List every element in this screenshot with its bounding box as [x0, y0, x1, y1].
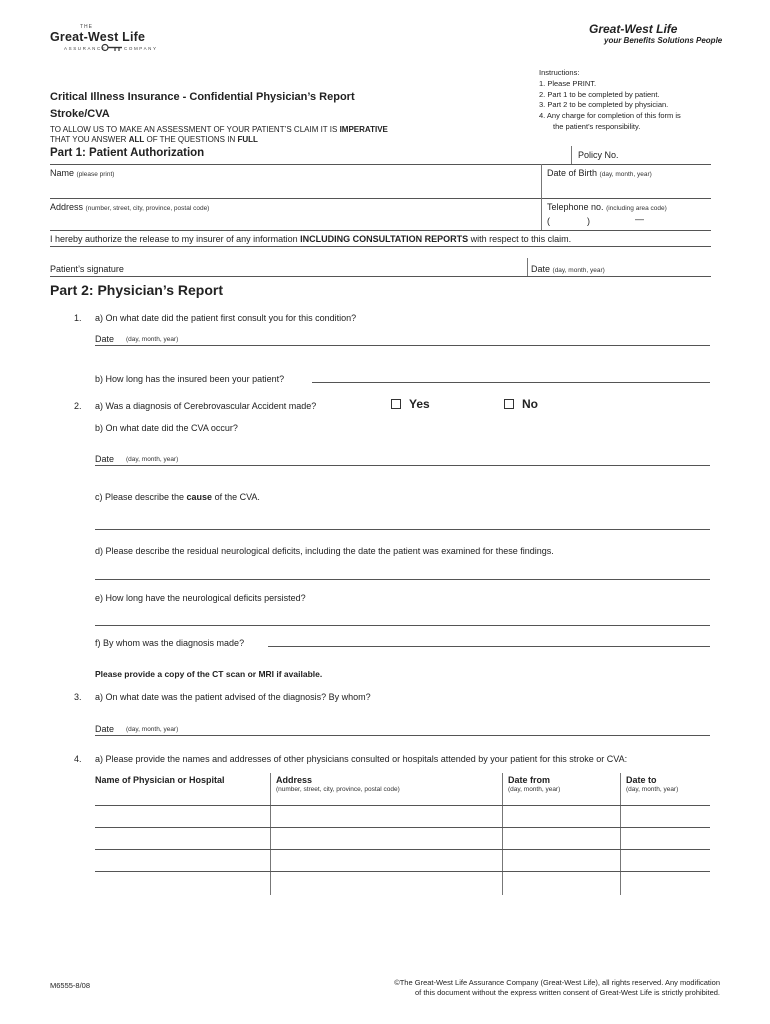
col-date-from-header: Date from: [508, 775, 551, 785]
key-icon: [101, 43, 123, 52]
col-address-header: Address: [276, 775, 313, 785]
q2a-text: a) Was a diagnosis of Cerebrovascular Accident made?: [95, 401, 317, 411]
yes-label: Yes: [409, 397, 430, 411]
logo-left-name: Great-West Life: [50, 30, 146, 44]
logo-left-sub-left: ASSURANCE: [64, 46, 107, 51]
col-date-to-header: Date to: [626, 775, 657, 785]
q2c-answer-line[interactable]: [95, 529, 710, 530]
telephone-paren-open: (: [547, 216, 550, 226]
q1-date-label: Date: [95, 334, 115, 344]
telephone-dash: —: [635, 214, 644, 224]
no-label: No: [522, 397, 538, 411]
q1a-text: a) On what date did the patient first consult you for this condition?: [95, 313, 357, 323]
q2-date-line[interactable]: [95, 465, 710, 466]
no-checkbox[interactable]: [504, 399, 514, 409]
instruction-item: 1. Please PRINT.: [539, 78, 597, 88]
q2-number: 2.: [74, 401, 82, 411]
q2e-answer-line[interactable]: [95, 625, 710, 626]
q2-date-hint: (day, month, year): [126, 456, 179, 463]
logo-left-the: THE: [80, 24, 93, 30]
col-date-to-hint: (day, month, year): [626, 786, 679, 793]
q2c-text: c) Please describe the cause of the CVA.: [95, 492, 260, 502]
form-title: Critical Illness Insurance - Confidential Physician’s Report: [50, 91, 355, 103]
authorization-text: I hereby authorize the release to my insurer of any information INCLUDING CONSULTATION REPORTS with respect to this claim.: [50, 234, 572, 244]
instructions: [539, 68, 739, 133]
q1-date-line[interactable]: [95, 345, 710, 346]
logo-left-sub-right: COMPANY: [124, 46, 158, 51]
q1b-text: b) How long has the insured been your patient?: [95, 374, 285, 384]
table-row[interactable]: [95, 805, 710, 806]
instruction-item: 3. Part 2 to be completed by physician.: [539, 100, 669, 110]
name-field[interactable]: Name (please print): [50, 168, 115, 178]
ct-scan-note: Please provide a copy of the CT scan or MRI if available.: [95, 669, 323, 679]
q3-date-label: Date: [95, 724, 115, 734]
q2f-text: f) By whom was the diagnosis made?: [95, 638, 245, 648]
telephone-field[interactable]: Telephone no. (including area code): [547, 202, 667, 212]
q3-date-hint: (day, month, year): [126, 726, 179, 733]
q2e-text: e) How long have the neurological deficits persisted?: [95, 593, 306, 603]
instruction-item: 2. Part 1 to be completed by patient.: [539, 89, 660, 99]
logo-right-name: Great-West Life: [589, 22, 678, 36]
policy-no-label: Policy No.: [578, 150, 619, 160]
imperative-line1: TO ALLOW US TO MAKE AN ASSESSMENT OF YOUR PATIENT’S CLAIM IT IS IMPERATIVE: [50, 125, 388, 134]
table-row[interactable]: [95, 871, 710, 872]
q1b-answer-line[interactable]: [312, 382, 710, 383]
instruction-item: 4. Any charge for completion of this form is: [539, 111, 681, 121]
table-row[interactable]: [95, 827, 710, 828]
col-date-from-hint: (day, month, year): [508, 786, 561, 793]
part2-heading: Part 2: Physician’s Report: [50, 282, 223, 298]
q4-number: 4.: [74, 754, 82, 764]
imperative-line2: THAT YOU ANSWER ALL OF THE QUESTIONS IN FULL: [50, 135, 258, 144]
logo-right-tagline: your Benefits Solutions People: [604, 36, 723, 45]
q1-number: 1.: [74, 313, 82, 323]
q4a-text: a) Please provide the names and addresses of other physicians consulted or hospitals attended by your patient for this stroke or CVA:: [95, 754, 628, 764]
col-name-header: Name of Physician or Hospital: [95, 775, 225, 785]
col-address-hint: (number, street, city, province, postal code): [276, 786, 400, 793]
telephone-paren-close: ): [587, 216, 590, 226]
q3-number: 3.: [74, 692, 82, 702]
q2d-text: d) Please describe the residual neurological deficits, including the date the patient was examined for these findings.: [95, 546, 554, 556]
instruction-item: the patient’s responsibility.: [553, 121, 641, 131]
q2b-text: b) On what date did the CVA occur?: [95, 423, 238, 433]
yes-checkbox[interactable]: [391, 399, 401, 409]
part1-heading: Part 1: Patient Authorization: [50, 147, 205, 159]
address-field[interactable]: Address (number, street, city, province, postal code): [50, 202, 210, 212]
copyright-line1: ©The Great-West Life Assurance Company (Great-West Life), all rights reserved. Any modification: [394, 978, 720, 987]
q2f-answer-line[interactable]: [268, 646, 710, 647]
table-row[interactable]: [95, 849, 710, 850]
q2d-answer-line[interactable]: [95, 579, 710, 580]
form-code: M6555-8/08: [50, 981, 91, 990]
copyright-line2: of this document without the express written consent of Great-West Life is strictly prohibited.: [415, 988, 720, 997]
signature-field[interactable]: Patient’s signature: [50, 264, 124, 274]
signature-date-field[interactable]: Date (day, month, year): [531, 264, 605, 274]
q2-date-label: Date: [95, 454, 115, 464]
dob-field[interactable]: Date of Birth (day, month, year): [547, 168, 652, 178]
q1-date-hint: (day, month, year): [126, 336, 179, 343]
q3-date-line[interactable]: [95, 735, 710, 736]
form-subtitle: Stroke/CVA: [50, 108, 110, 120]
instructions-heading: Instructions:: [539, 68, 580, 77]
q3a-text: a) On what date was the patient advised of the diagnosis? By whom?: [95, 692, 371, 702]
